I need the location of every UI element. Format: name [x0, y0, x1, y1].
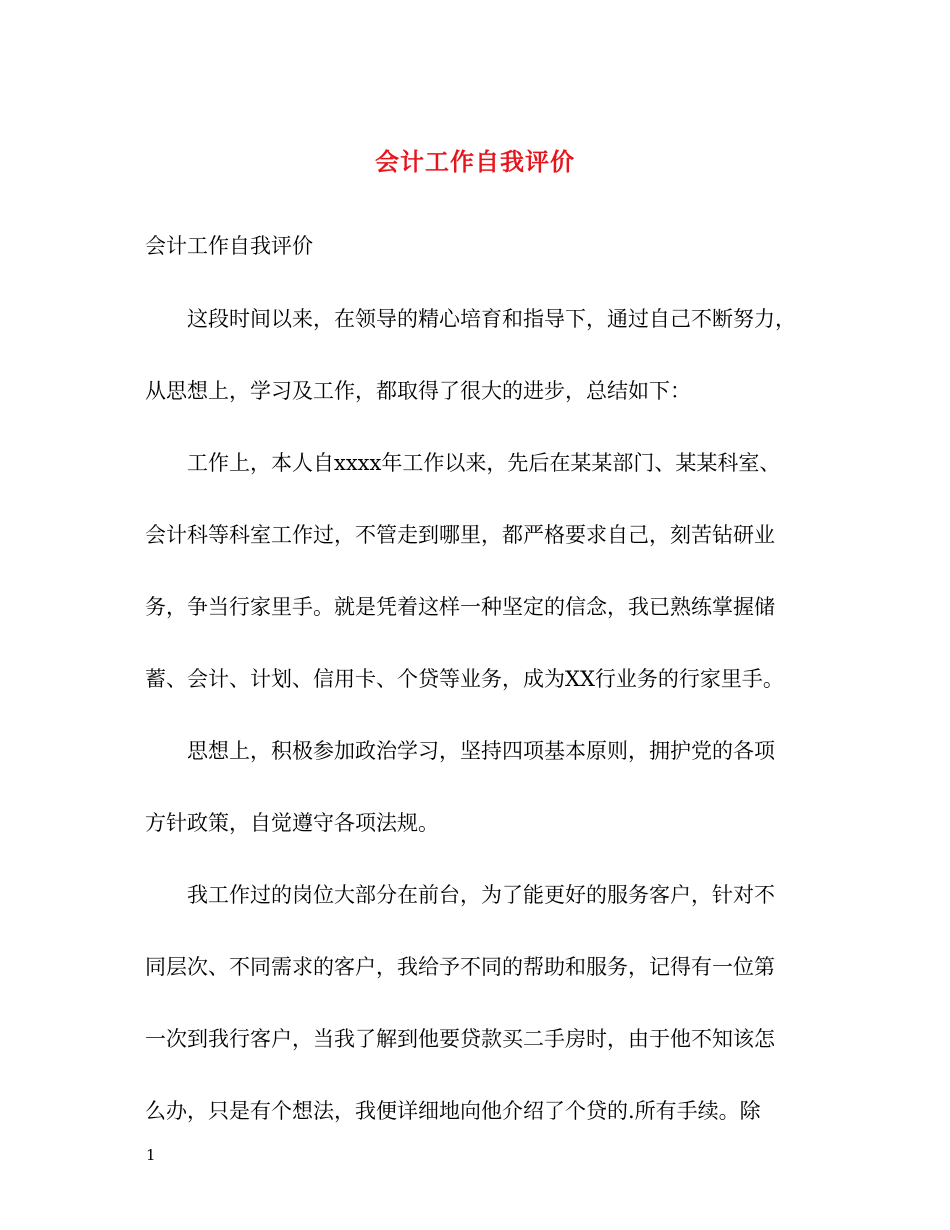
document-title: 会计工作自我评价 [375, 147, 575, 176]
document-subtitle: 会计工作自我评价 [145, 234, 313, 258]
document-body [145, 228, 810, 1165]
text-line: 务，争当行家里手。就是凭着这样一种坚定的信念，我已熟练掌握储 [145, 595, 775, 619]
page-number: 1 [146, 1146, 156, 1164]
paragraph-intro [145, 301, 810, 409]
paragraph-work [145, 445, 810, 697]
text-line: 这段时间以来，在领导的精心培育和指导下，通过自己不断努力， [187, 307, 796, 331]
text-line: 方针政策，自觉遵守各项法规。 [145, 811, 439, 835]
text-line: 思想上，积极参加政治学习，坚持四项基本原则，拥护党的各项 [187, 739, 775, 763]
text-line: 一次到我行客户，当我了解到他要贷款买二手房时，由于他不知该怎 [145, 1027, 775, 1051]
paragraph-thought [145, 733, 810, 841]
text-line: 我工作过的岗位大部分在前台，为了能更好的服务客户，针对不 [187, 883, 775, 907]
text-line: 么办，只是有个想法，我便详细地向他介绍了个贷的.所有手续。除 [145, 1099, 761, 1123]
text-line: 从思想上，学习及工作，都取得了很大的进步，总结如下： [145, 379, 691, 403]
text-line: 工作上，本人自xxxx年工作以来，先后在某某部门、某某科室、 [187, 451, 781, 475]
text-line: 蓄、会计、计划、信用卡、个贷等业务，成为XX行业务的行家里手。 [145, 667, 784, 691]
paragraph-service [145, 877, 810, 1129]
text-line: 会计科等科室工作过，不管走到哪里，都严格要求自己，刻苦钻研业 [145, 523, 775, 547]
text-line: 同层次、不同需求的客户，我给予不同的帮助和服务，记得有一位第 [145, 955, 775, 979]
